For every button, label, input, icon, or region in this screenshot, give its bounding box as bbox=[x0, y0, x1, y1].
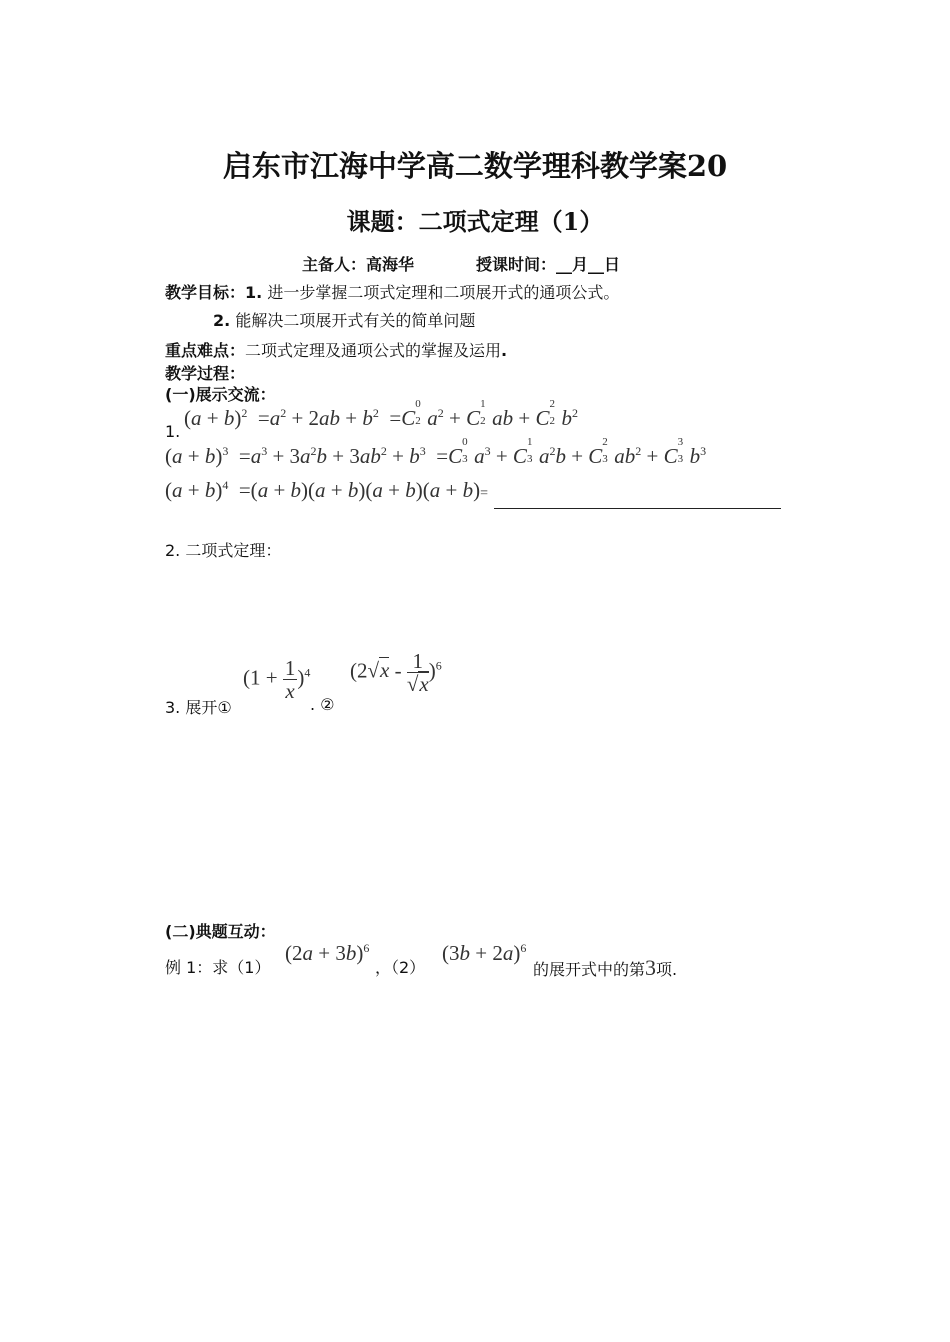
keypoints-line bbox=[165, 338, 507, 361]
example-1-separator: ，（2） bbox=[375, 958, 426, 977]
formula-square: $(a + b)^2 =a^2 + 2ab + b^2 =C$ 0 2 $a^2 + C$ 1 2 ab + C 2 2 $b^2$ bbox=[184, 398, 578, 430]
item-1-number: 1. bbox=[165, 422, 181, 441]
keypoints-text: 二项式定理及通项公式的掌握及运用 bbox=[245, 341, 502, 360]
example-1-expression-2: $(3b + 2a)^6$ bbox=[442, 941, 527, 965]
preparer-label: 主备人：高海华 bbox=[302, 255, 415, 274]
objective-1-number: 1. bbox=[245, 283, 263, 302]
objective-2-text: 能解决二项展开式有关的简单问题 bbox=[235, 311, 476, 330]
example-1-suffix bbox=[533, 955, 677, 981]
lesson-subtitle: 课题：二项式定理（1） bbox=[346, 207, 604, 236]
section-2-heading: (二)典题互动： bbox=[165, 922, 276, 941]
keypoints-end: . bbox=[501, 341, 508, 360]
answer-blank-line bbox=[494, 508, 781, 509]
section-1-heading: (一)展示交流： bbox=[165, 385, 276, 404]
process-label: 教学过程： bbox=[165, 364, 246, 383]
objectives-line-2 bbox=[213, 308, 475, 331]
objectives-label: 教学目标： bbox=[165, 283, 246, 302]
objective-1-text: 进一步掌握二项式定理和二项展开式的通项公式。 bbox=[267, 283, 620, 302]
formula-cube: $(a + b)^3 =a^3 + 3a^2b + 3ab^2 + b^3 =C$ 0 3 $a^3 + C$ 1 3 $a^2b + C$ 2 3 $ab^2 + C$ 3 3 $b^3$ bbox=[165, 436, 707, 468]
example-1-end: 项. bbox=[656, 960, 678, 979]
item-2-binomial-theorem: 2. 二项式定理： bbox=[165, 541, 282, 560]
item-3-prefix: 3. 展开① bbox=[165, 698, 232, 717]
term-index: 3 bbox=[645, 955, 657, 980]
example-1-suffix-text: 的展开式中的第 bbox=[533, 960, 646, 979]
item-3-separator: . ② bbox=[310, 695, 335, 714]
objective-2-number: 2. bbox=[213, 311, 231, 330]
expression-2: (2√x - $\frac{1}{√x}$ )$^6$ bbox=[350, 649, 442, 696]
page-title: 启东市江海中学高二数学理科教学案20 bbox=[222, 149, 728, 183]
formula-fourth-power: $(a + b)^4 =(a + b)(a + b)(a + b)(a + b)=$ bbox=[165, 478, 488, 502]
objectives-line-1 bbox=[165, 280, 619, 303]
example-1-expression-1: $(2a + 3b)^6$ bbox=[285, 941, 370, 965]
time-label: 授课时间：__月__日 bbox=[476, 255, 621, 274]
example-1-prefix: 例 1：求（1） bbox=[165, 958, 271, 977]
keypoints-label: 重点难点： bbox=[165, 341, 246, 360]
expression-1: (1 + $\frac{1}{x}$ )$^4$ bbox=[243, 656, 311, 703]
